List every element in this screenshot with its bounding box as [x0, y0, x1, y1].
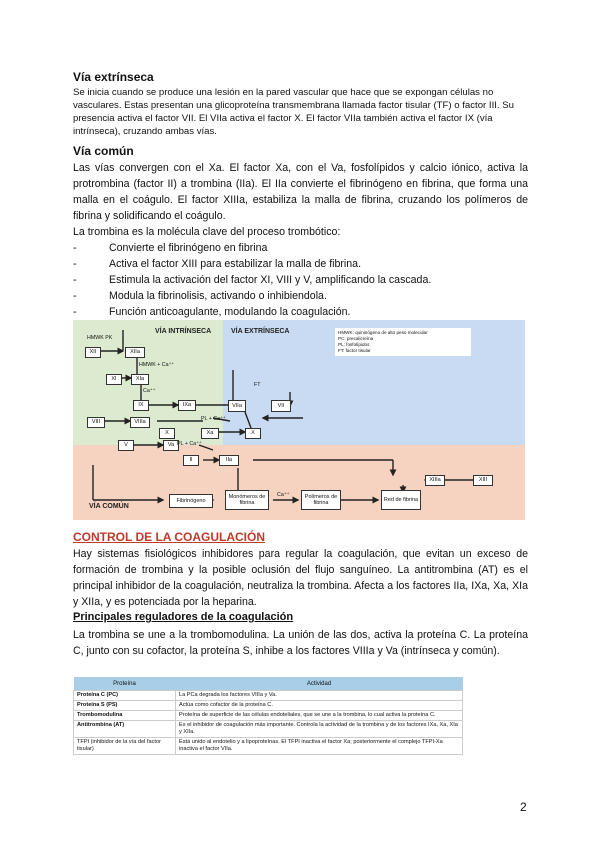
table-cell: Actúa como cofactor de la proteína C.	[176, 701, 463, 711]
heading-control-coagulacion: CONTROL DE LA COAGULACIÓN	[73, 530, 265, 544]
factor-ix: IX	[133, 400, 149, 411]
fibrin-monomers: Monómeros de fibrina	[225, 490, 269, 510]
thrombin-functions-list	[73, 240, 431, 320]
column-header: Proteína	[74, 677, 176, 691]
regulators-table	[73, 677, 463, 755]
factor-xiii: XIII	[473, 475, 493, 486]
via-comun-text: Las vías convergen con el Xa. El factor Xa, con el Va, fosfolípidos y calcio iónico, activa la protrombina (factor II) a trombina (IIa). El IIa convierte el fibrinógeno en fibrina, que forma una malla en el coágulo. El factor XIIIa, estabiliza la malla de fibrina, cruzando los polímeros de fibrina y solidificando el coágulo.	[73, 162, 528, 222]
column-header: Actividad	[176, 677, 463, 691]
section-label-intrinseca: VÍA INTRÍNSECA	[155, 328, 212, 335]
factor-ixa: IXa	[178, 400, 196, 411]
label-pl-ca-2: PL + Ca⁺⁺	[177, 441, 202, 447]
factor-iia: IIa	[219, 455, 239, 466]
factor-ii: II	[183, 455, 199, 466]
heading-principales-reguladores: Principales reguladores de la coagulación	[73, 611, 294, 623]
section-label-extrinseca: VÍA EXTRÍNSECA	[231, 328, 290, 335]
list-item: - Estimula la activación del factor XI, VIII y V, amplificando la cascada.	[73, 274, 432, 286]
legend-entry: FT: factor tisular	[338, 348, 371, 353]
factor-viiia: VIIIa	[130, 417, 150, 428]
table-row	[74, 738, 463, 755]
paragraph-via-comun	[73, 160, 528, 240]
list-item: - Convierte el fibrinógeno en fibrina	[73, 242, 268, 254]
page-number: 2	[520, 800, 527, 814]
table-cell: Trombomodulina	[74, 711, 176, 721]
table-row	[74, 691, 463, 701]
table-cell: Proteína S (PS)	[74, 701, 176, 711]
factor-x-extrinsic: X	[245, 428, 261, 439]
list-item: - Modula la fibrinolisis, activando o inhibiendola.	[73, 290, 327, 302]
paragraph-principales: La trombina se une a la trombomodulina. La unión de las dos, activa la proteína C. La proteína C, junto con su cofactor, la proteína S, inhibe a los factores VIIIa y Va (intrínseca y común).	[73, 629, 528, 657]
table-cell: Proteína C (PC)	[74, 691, 176, 701]
factor-viia: VIIa	[228, 400, 246, 412]
factor-xi: XI	[106, 374, 122, 385]
factor-xa: Xa	[201, 428, 219, 439]
label-pl-ca-1: PL + Ca⁺⁺	[201, 416, 226, 422]
factor-x-intrinsic: X	[159, 428, 175, 439]
table-cell: La PCa degrada los factores VIIIa y Va.	[176, 691, 463, 701]
table-row	[74, 721, 463, 738]
legend-entry: PL: fosfolípidos	[338, 342, 370, 347]
section-label-comun: VÍA COMÚN	[89, 503, 129, 510]
list-item: - Activa el factor XIII para estabilizar la malla de fibrina.	[73, 258, 362, 270]
label-ca-1: Ca⁺⁺	[143, 388, 156, 394]
label-hmwk-ca: HMWK + Ca⁺⁺	[139, 362, 175, 368]
list-item: - Función anticoagulante, modulando la coagulación.	[73, 306, 351, 318]
label-ca-2: Ca⁺⁺	[277, 492, 290, 498]
table-header-row	[74, 677, 463, 691]
table-cell: Es el inhibidor de coagulación más importante. Controla la actividad de la trombina y de los factores IXa, Xa, XIa y XIIa.	[176, 721, 463, 738]
label-ft: FT	[254, 382, 261, 388]
table-cell: TFPI (inhibidor de la vía del factor tisular)	[74, 738, 176, 755]
heading-via-extrinseca: Vía extrínseca	[73, 70, 154, 84]
legend-entry: PC: precalicreína	[338, 336, 374, 341]
diagram-legend	[335, 328, 471, 356]
factor-va: Va	[163, 440, 179, 451]
factor-vii: VII	[271, 400, 291, 412]
paragraph-via-extrinseca: Se inicia cuando se produce una lesión en la pared vascular que hace que se expongan células no vasculares. Estas presentan una glicoproteína transmembrana llamada factor tisular (TF) o factor III. Su presencia activa el factor VII. El VIIa activa el factor X. El factor VIIa también activa el factor IX (vía intrínseca), cruzando ambas vías.	[73, 87, 514, 137]
via-comun-intro: La trombina es la molécula clave del proceso trombótico:	[73, 226, 341, 238]
legend-entry: HMWK: quininógeno de alto peso molecular	[338, 330, 428, 335]
table-cell: Está unido al endotelio y a lipoproteínas. El TFPI inactiva el factor Xa; posteriormente el complejo TFPI-Xa inactiva el factor VIIa.	[176, 738, 463, 755]
table-cell: Antitrombina (AT)	[74, 721, 176, 738]
heading-via-comun: Vía común	[73, 144, 134, 158]
table-row	[74, 711, 463, 721]
fibrin-network: Red de fibrina	[381, 490, 421, 510]
factor-v: V	[118, 440, 134, 451]
factor-viii: VIII	[87, 417, 105, 428]
paragraph-control: Hay sistemas fisiológicos inhibidores para regular la coagulación, que evitan un exceso de formación de trombina y la posible oclusión del flujo sanguíneo. La antitrombina (AT) es el principal inhibidor de la coagulación, neutraliza la trombina. Afecta a los factores IIa, IXa, Xa, XIa y XIIa, y es potenciada por la heparina.	[73, 548, 528, 608]
coagulation-cascade-diagram	[73, 320, 525, 520]
factor-xiiia: XIIIa	[425, 475, 445, 486]
table-row	[74, 701, 463, 711]
table-cell: Proteína de superficie de las células endoteliales, que se une a la trombina, lo cual activa la proteína C.	[176, 711, 463, 721]
fibrinogen: Fibrinógeno	[169, 494, 213, 508]
factor-xii: XII	[85, 347, 101, 358]
factor-xia: XIa	[131, 374, 149, 385]
label-hmwk-pk: HMWK PK	[87, 335, 113, 341]
factor-xiia: XIIa	[125, 347, 145, 358]
fibrin-polymers: Polímeros de fibrina	[301, 490, 341, 510]
